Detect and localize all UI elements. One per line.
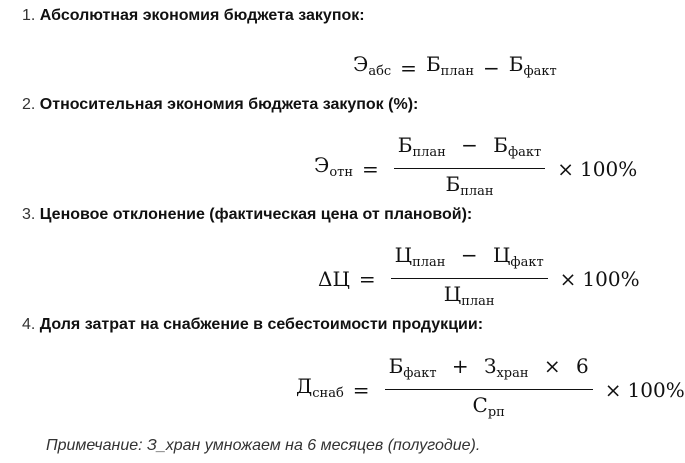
- fraction: [394, 133, 545, 204]
- item-title: Относительная экономия бюджета закупок (%):: [39, 96, 419, 113]
- item-number: 4.: [22, 316, 36, 333]
- list-item-3: [22, 205, 472, 225]
- times-sign: ×: [559, 266, 577, 291]
- fraction-numerator: $Б_{план} - Б_{факт}$: [394, 133, 545, 169]
- minus-sign: −: [482, 56, 500, 80]
- fraction-denominator: $С_{рп}$: [472, 393, 505, 420]
- list-item-2: [22, 95, 418, 115]
- formula-lhs: ΔЦ: [318, 266, 350, 291]
- formula-lhs: $Д_{снаб}$: [296, 373, 344, 401]
- formula-absolute-savings: [353, 52, 557, 84]
- fraction-denominator: $Ц_{план}$: [443, 282, 495, 309]
- equals-sign: =: [358, 266, 376, 291]
- formula-price-deviation: [318, 243, 640, 314]
- times-sign: ×: [604, 377, 622, 402]
- times-sign: ×: [557, 156, 575, 181]
- item-title: Доля затрат на снабжение в себестоимости продукции:: [39, 316, 484, 333]
- fraction-denominator: $Б_{план}$: [445, 172, 494, 199]
- formula-supply-cost-share: [296, 354, 685, 425]
- item-title: Абсолютная экономия бюджета закупок:: [39, 7, 365, 24]
- footnote: Примечание: З_хран умножаем на 6 месяцев (полугодие).: [46, 437, 481, 454]
- fraction-numerator: $Б_{факт} + З_{хран} \times 6$: [385, 354, 593, 390]
- item-number: 2.: [22, 96, 36, 113]
- item-title: Ценовое отклонение (фактическая цена от плановой):: [39, 206, 473, 223]
- fraction-numerator: $Ц_{план} - Ц_{факт}$: [391, 243, 548, 279]
- percent-factor: 100%: [627, 377, 685, 402]
- equals-sign: =: [352, 377, 370, 402]
- equals-sign: =: [400, 56, 417, 80]
- list-item-4: [22, 315, 483, 335]
- percent-factor: 100%: [580, 156, 638, 181]
- item-number: 1.: [22, 7, 36, 24]
- item-number: 3.: [22, 206, 36, 223]
- equals-sign: =: [362, 156, 379, 181]
- fraction: [385, 354, 593, 425]
- percent-factor: 100%: [582, 266, 640, 291]
- formula-relative-savings: [314, 133, 637, 204]
- formula-term: $Б_{факт}$: [508, 52, 557, 79]
- list-item-1: [22, 6, 365, 26]
- formula-lhs: $Э_{абс}$: [353, 52, 392, 79]
- formula-lhs: $Э_{отн}$: [314, 152, 353, 180]
- fraction: [391, 243, 548, 314]
- formula-term: $Б_{план}$: [425, 52, 474, 79]
